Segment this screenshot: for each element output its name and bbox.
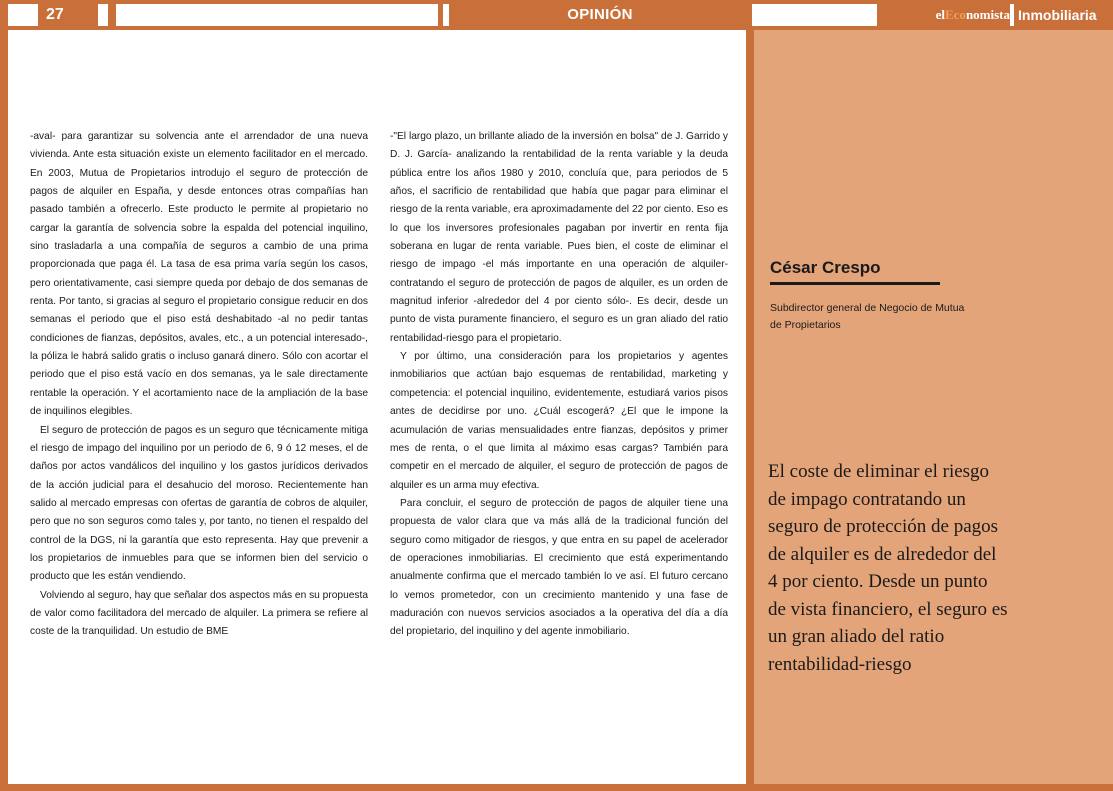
paragraph: Volviendo al seguro, hay que señalar dos aspectos más en su propuesta de valor como facilitadora del mercado de alquiler. La primera se refiere al coste de la tranquilidad. Un estudio de BME: [30, 589, 368, 638]
author-divider: [770, 282, 940, 285]
paragraph: Para concluir, el seguro de protección de pagos de alquiler tiene una propuesta de valor clara que va más allá de la tradicional función del seguro como mitigador de riesgos, y que entra en su papel de acelerador de operaciones inmobiliarias. El crecimiento que está experimentando anualmente confirma que el mercado también lo ve así. El futuro cercano lo vemos prometedor, con un crecimiento mantenido y una fase de maduración con nuevos servicios asociados a la operativa del día a día del propietario, del inquilino y del agente inmobiliario.: [390, 497, 728, 638]
header-divider: [8, 4, 38, 26]
article-body: [8, 30, 746, 784]
section-title: OPINIÓN: [567, 6, 633, 23]
header-divider: [1010, 4, 1014, 26]
footer-bar: [0, 784, 1113, 791]
header-bar: [0, 0, 1113, 30]
article-column-1: [30, 128, 368, 642]
author-role: Subdirector general de Negocio de Mutua de Propietarios: [770, 302, 965, 331]
supplement-name: Inmobiliaria: [1018, 7, 1097, 23]
page-number: 27: [46, 6, 64, 23]
header-divider: [752, 4, 877, 26]
header-divider: [98, 4, 108, 26]
paragraph: El seguro de protección de pagos es un seguro que técnicamente mitiga el riesgo de impago del inquilino por un periodo de 6, 9 ó 12 meses, el de daños por actos vandálicos del inquilino y los gastos jurídicos derivados de la acción judicial para el desahucio del moroso. Recientemente han salido al mercado empresas con ofertas de garantía de cobros de alquiler, pero que no son seguros como tales y, por tanto, no tienen el respaldo del control de la DGS, ni la garantía que esto representa. Hay que prevenir a los propietarios de inmuebles para que se informen bien del servicio o producto que les están vendiendo.: [30, 424, 368, 583]
brand-prefix: el: [935, 7, 945, 22]
paragraph: -aval- para garantizar su solvencia ante el arrendador de una nueva vivienda. Ante esta situación existe un elemento facilitador en el mercado. En 2003, Mutua de Propietarios introdujo el seguro de protección de pagos de alquiler en España, y desde entonces otras compañías han pasado también a ofrecerlo. Este producto le permite al propietario no cargar la garantía de solvencia sobre la espalda del potencial inquilino, sino trasladarla a una compañía de seguros a cambio de una prima proporcionada que paga él. La tasa de esa prima varía según los casos, pero orientativamente, casi siempre queda por debajo de dos semanas de renta. Por tanto, si gracias al seguro el propietario consigue reducir en dos semanas el periodo que el piso está deshabitado -al no pedir tantas condiciones de fianzas, depósitos, avales, etc., a un potencial interesado-, la póliza le habrá salido gratis o incluso ganará dinero. Sólo con acortar el periodo que el piso está vacío en dos semanas, ya le sale directamente rentable la operación. Y el acortamiento nace de la ampliación de la base de inquilinos elegibles.: [30, 131, 368, 418]
brand-logo: [880, 5, 1010, 25]
header-divider: [443, 4, 449, 26]
header-divider: [116, 4, 438, 26]
paragraph: -"El largo plazo, un brillante aliado de la inversión en bolsa" de J. Garrido y D. J. García- analizando la rentabilidad de la renta variable y la deuda pública entre los años 1980 y 2010, concluía que, para periodos de 5 años, el sacrificio de rentabilidad que había que pagar para eliminar el riesgo de la renta variable, era aproximadamente del 22 por ciento. Eso es lo que los inversores profesionales pagaban por invertir en renta fija soberana en lugar de renta variable. Pues bien, el coste de eliminar el riesgo de impago -el más importante en una operación de alquiler- contratando el seguro de protección de pagos de alquiler, es un orden de magnitud inferior -alrededor del 4 por ciento sólo-. Es decir, desde un punto de vista puramente financiero, el seguro es un gran aliado del ratio rentabilidad-riesgo para el propietario.: [390, 131, 728, 344]
brand-highlight: Eco: [944, 7, 966, 22]
paragraph: Y por último, una consideración para los propietarios y agentes inmobiliarios que actúan bajo esquemas de rentabilidad, marketing y competencia: el potencial inquilino, evidentemente, estudiará varios pisos antes de decidirse por uno. ¿Cuál escogerá? ¿El que le impone la acumulación de varias mensualidades entre fianzas, depósitos y primer mes de renta, o el que limita al máximo esas cargas? También para competir en el mercado de alquiler, el seguro de protección de pagos de alquiler es un arma muy efectiva.: [390, 351, 728, 491]
article-column-2: [390, 128, 728, 642]
brand-suffix: nomista: [965, 7, 1010, 22]
author-sidebar: [754, 30, 1113, 784]
pull-quote: El coste de eliminar el riesgo de impago contratando un seguro de protección de pagos de alquiler es de alrededor del 4 por ciento. Desde un punto de vista financiero, el seguro es un gran aliado del ratio rentabilidad-riesgo: [768, 461, 1008, 675]
author-name: César Crespo: [770, 258, 881, 277]
